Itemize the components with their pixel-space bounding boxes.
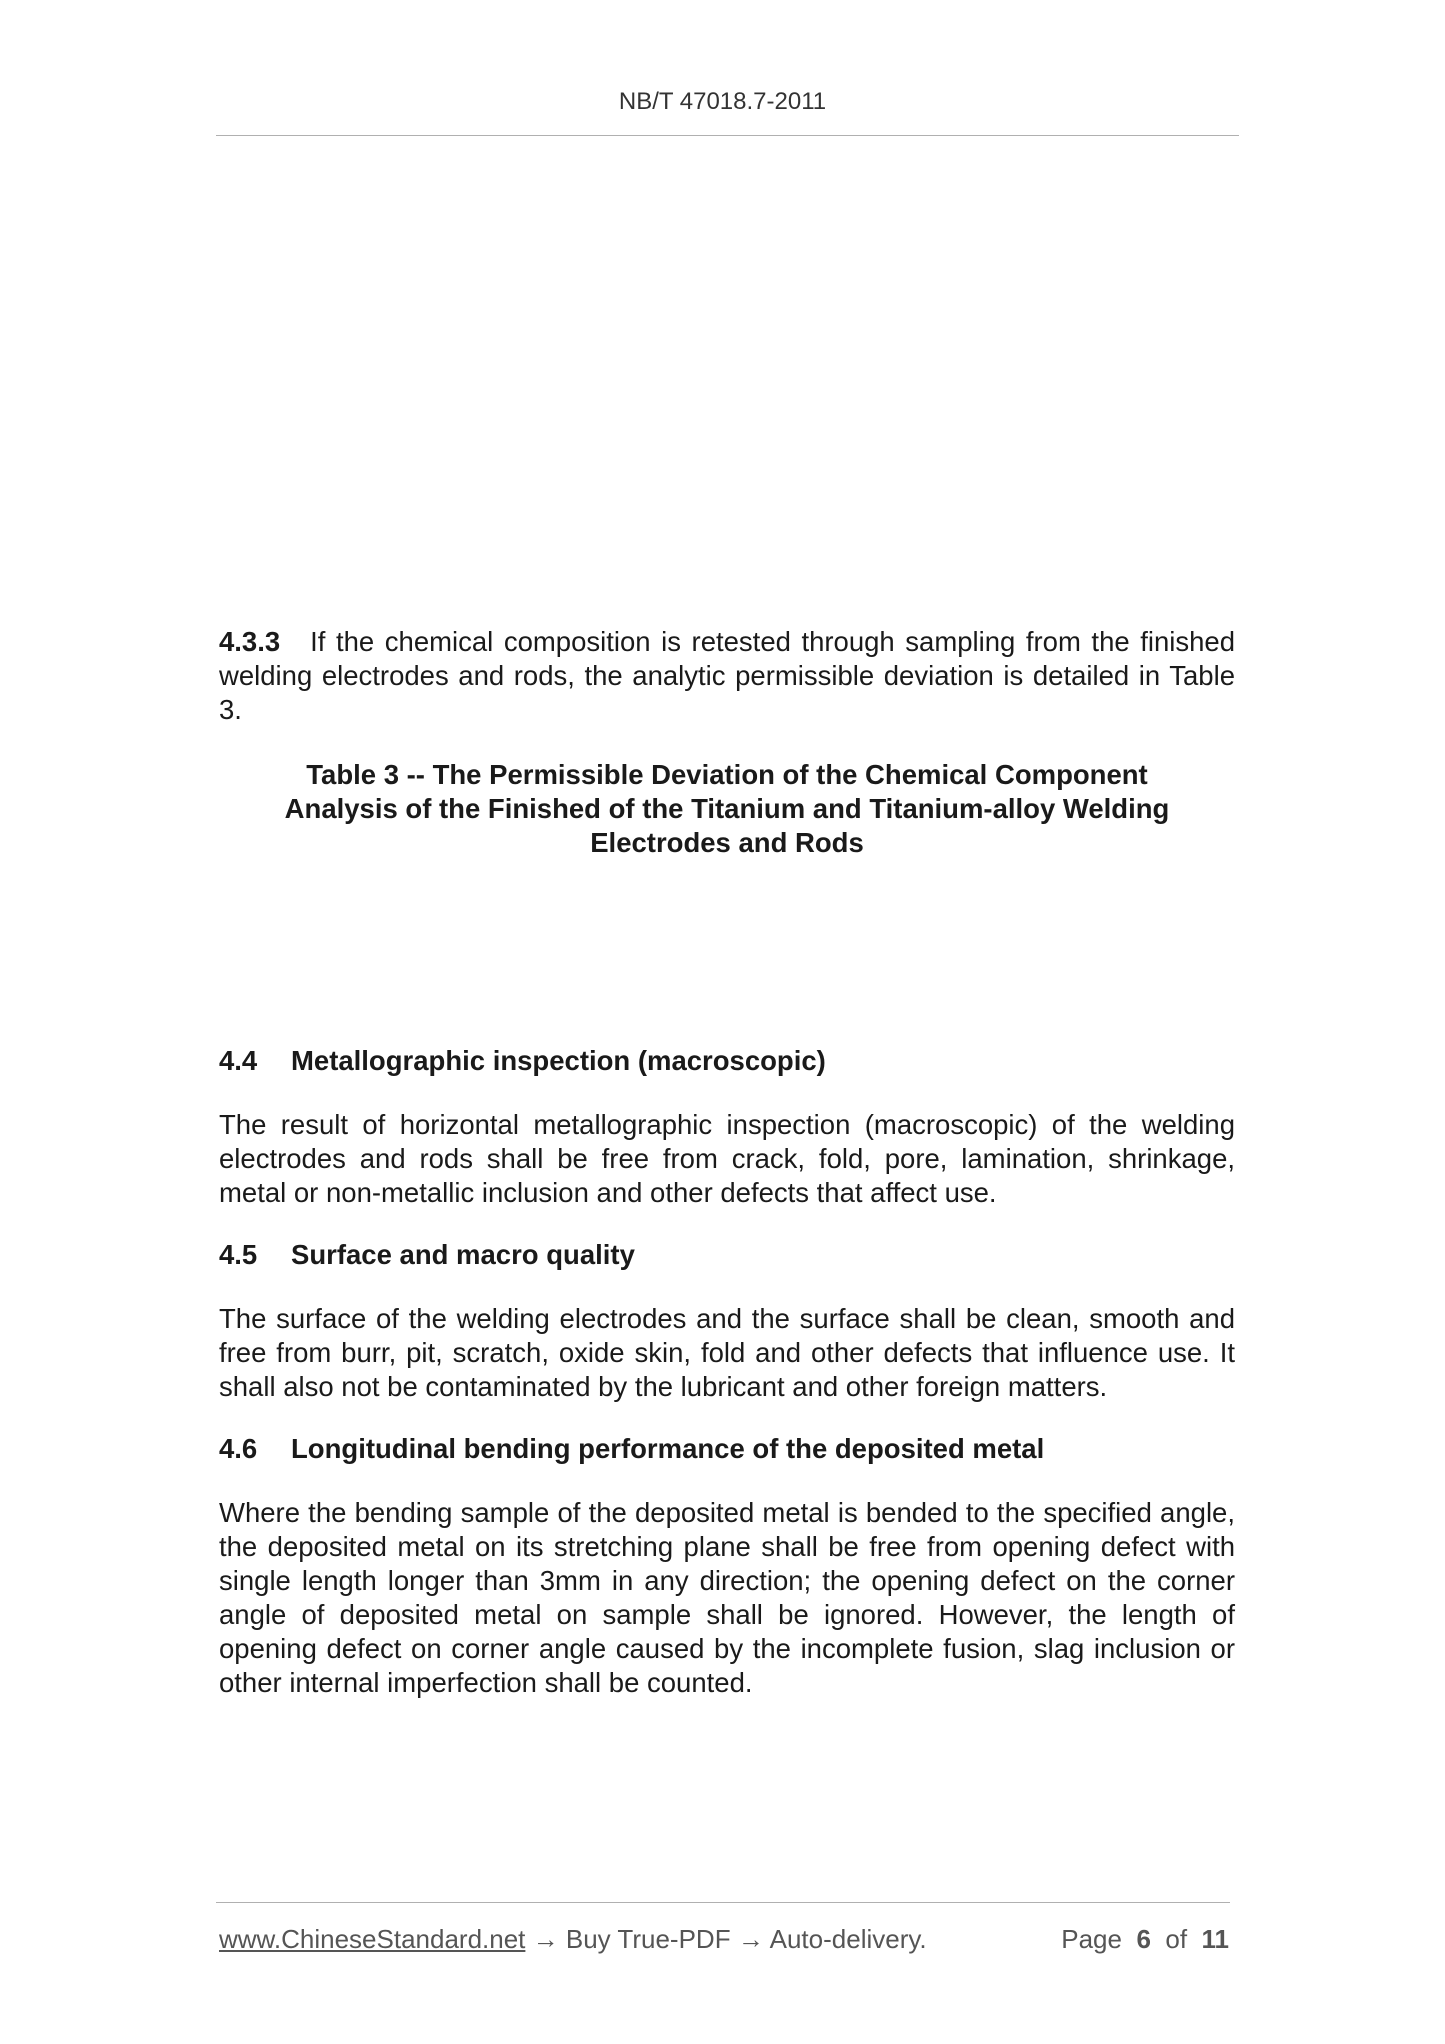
section-number: 4.5 [219, 1239, 258, 1270]
arrow-right-icon: → [532, 1924, 559, 1954]
section-paragraph: The result of horizontal metallographic inspection (macroscopic) of the welding electrodes and rods shall be free from crack, fold, pore, lamination, shrinkage, metal or non-metallic inclusion and other defects that affect use. [219, 1109, 1235, 1208]
page-label: Page [1061, 1924, 1122, 1954]
section-paragraph: The surface of the welding electrodes and the surface shall be clean, smooth and free from burr, pit, scratch, oxide skin, fold and other defects that influence use. It shall also not be contaminated by the lubricant and other foreign matters. [219, 1303, 1235, 1402]
total-pages: 11 [1201, 1924, 1229, 1954]
table-3-title [219, 758, 1235, 860]
clause-4-3-3 [219, 625, 1235, 727]
arrow-right-icon: → [737, 1924, 764, 1954]
table-title-line-1: Table 3 -- The Permissible Deviation of the Chemical Component [306, 759, 1148, 790]
section-4-5-heading [219, 1238, 635, 1272]
document-code-header: NB/T 47018.7-2011 [618, 88, 827, 115]
section-4-5-body [219, 1302, 1235, 1404]
clause-number: 4.3.3 [219, 626, 281, 657]
section-title: Longitudinal bending performance of the deposited metal [291, 1433, 1045, 1464]
section-paragraph: Where the bending sample of the deposited metal is bended to the specified angle, the deposited metal on its stretching plane shall be free from opening defect with single length longer than 3mm in any direction; the opening defect on the corner angle of deposited metal on sample shall be ignored. However, the length of opening defect on corner angle caused by the incomplete fusion, slag inclusion or other internal imperfection shall be counted. [219, 1497, 1235, 1698]
section-4-4-body [219, 1108, 1235, 1210]
section-number: 4.4 [219, 1045, 258, 1076]
of-label: of [1165, 1924, 1188, 1954]
delivery-text: Auto-delivery. [769, 1924, 927, 1954]
section-title: Metallographic inspection (macroscopic) [291, 1045, 826, 1076]
section-4-4-heading [219, 1044, 826, 1078]
section-title: Surface and macro quality [291, 1239, 635, 1270]
section-4-6-body [219, 1496, 1235, 1700]
section-number: 4.6 [219, 1433, 258, 1464]
header-rule [216, 135, 1239, 136]
footer-rule [216, 1902, 1230, 1903]
buy-text: Buy True-PDF [565, 1924, 731, 1954]
section-4-6-heading [219, 1432, 1044, 1466]
table-title-line-2: Analysis of the Finished of the Titanium and Titanium-alloy Welding [284, 793, 1170, 824]
table-title-line-3: Electrodes and Rods [590, 827, 864, 858]
clause-text: If the chemical composition is retested through sampling from the finished welding electrodes and rods, the analytic permissible deviation is detailed in Table 3. [219, 626, 1235, 725]
website-link[interactable]: www.ChineseStandard.net [219, 1924, 526, 1954]
current-page: 6 [1136, 1924, 1151, 1954]
page-number [1061, 1922, 1229, 1956]
